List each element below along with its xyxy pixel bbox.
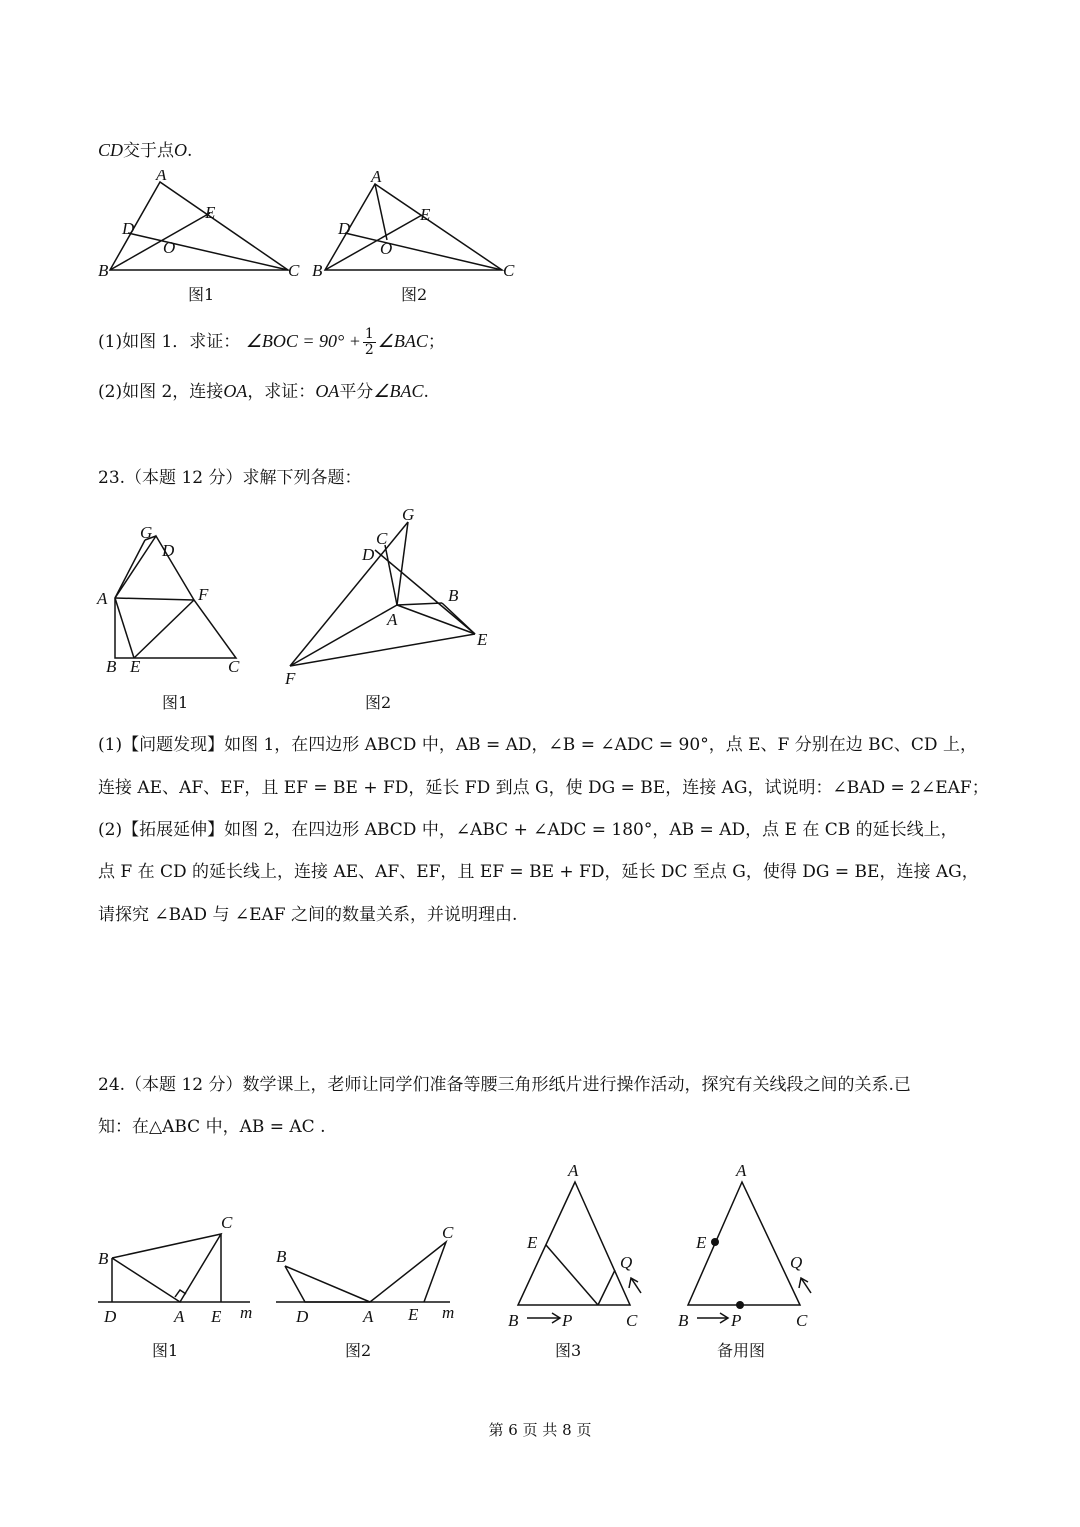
q23-figures xyxy=(90,500,510,720)
q22f1-label-d: D xyxy=(122,219,135,238)
q23-part2-line2: 点 F 在 CD 的延长线上，连接 AE、AF、EF，且 EF = BE + FD，延长 DC 至点 G，使得 DG = BE，连接 AG， xyxy=(98,862,979,882)
q24f4-label-b: B xyxy=(678,1311,689,1330)
q23f2-label-a: A xyxy=(387,610,398,629)
q24-line1: 24.（本题 12 分）数学课上，老师让同学们准备等腰三角形纸片进行操作活动，探究有关线段之间的关系.已 xyxy=(98,1075,911,1095)
q23f2-label-b: B xyxy=(448,586,459,605)
q24f2-label-e: E xyxy=(408,1305,419,1324)
q24-figure-2 xyxy=(276,1223,454,1360)
intro-o: O xyxy=(174,140,188,160)
q23f1-label-e: E xyxy=(130,657,141,676)
q24-figure-1 xyxy=(98,1213,252,1360)
q22-part2 xyxy=(98,379,429,404)
q24f1-label-b: B xyxy=(98,1249,109,1268)
q23-part1-line1: (1)【问题发现】如图 1，在四边形 ABCD 中，AB = AD，∠B = ∠ADC = 90°，点 E、F 分别在边 BC、CD 上， xyxy=(98,735,977,755)
q24-figure-3 xyxy=(508,1161,641,1360)
q22-part2-mid2: 平分 xyxy=(339,382,374,402)
q22-fig1-caption: 图1 xyxy=(188,285,215,304)
intro-cd: CD xyxy=(98,140,124,160)
point-e-marker xyxy=(711,1238,719,1246)
frac-numerator: 1 xyxy=(364,326,374,342)
q22f2-label-b: B xyxy=(312,261,323,280)
q24f1-label-a: A xyxy=(174,1307,185,1326)
q22f1-label-o: O xyxy=(163,238,176,257)
q22f2-label-c: C xyxy=(503,261,515,280)
q24f1-label-d: D xyxy=(104,1307,117,1326)
q22f1-label-a: A xyxy=(156,170,167,184)
q24f4-label-p: P xyxy=(731,1311,742,1330)
q24f2-label-c: C xyxy=(442,1223,454,1242)
q22-figure-2 xyxy=(312,170,515,304)
q24f3-label-c: C xyxy=(626,1311,638,1330)
q24-figures xyxy=(90,1150,820,1370)
q22-fig2-caption: 图2 xyxy=(401,285,428,304)
q22-part1-fraction xyxy=(363,327,376,358)
q22-part1-expr-a: ∠BOC = 90° + xyxy=(245,331,361,351)
q22f2-label-e: E xyxy=(420,205,431,224)
q22f2-label-o: O xyxy=(380,239,393,258)
q24-line2: 知：在△ABC 中，AB = AC . xyxy=(98,1117,326,1137)
q24-fig4-caption: 备用图 xyxy=(717,1341,766,1360)
q23-figure-2 xyxy=(284,505,488,712)
q24f1-label-c: C xyxy=(221,1213,233,1232)
q23f2-label-g: G xyxy=(402,505,415,524)
q22-part1-prefix: (1)如图 1．求证： xyxy=(98,332,241,352)
q22-figures xyxy=(90,170,530,310)
intro-text: 交于点 xyxy=(123,141,175,161)
q23f1-label-d: D xyxy=(162,541,175,560)
q24f1-label-e: E xyxy=(211,1307,222,1326)
q22f1-label-b: B xyxy=(98,261,109,280)
q22f2-label-d: D xyxy=(338,219,351,238)
q22f1-label-e: E xyxy=(205,203,216,222)
q24f4-label-q: Q xyxy=(790,1253,803,1272)
q23f2-label-d: D xyxy=(362,545,375,564)
q24f4-label-a: A xyxy=(736,1161,747,1180)
q24f2-label-d: D xyxy=(296,1307,309,1326)
q24f1-label-m: m xyxy=(240,1303,253,1322)
q24f2-label-b: B xyxy=(276,1247,287,1266)
frac-denominator: 2 xyxy=(364,342,374,358)
q24-fig3-caption: 图3 xyxy=(555,1341,582,1360)
intro-line xyxy=(98,138,192,163)
q23f1-label-f: F xyxy=(198,585,209,604)
intro-end: . xyxy=(187,141,193,161)
q24f3-label-p: P xyxy=(562,1311,573,1330)
q23f2-label-f: F xyxy=(285,669,296,688)
q24f3-label-e: E xyxy=(527,1233,538,1252)
q22-part2-prefix: (2)如图 2，连接 xyxy=(98,382,224,402)
q23-part1-line2: 连接 AE、AF、EF，且 EF = BE + FD，延长 FD 到点 G，使 DG = BE，连接 AG，试说明：∠BAD = 2∠EAF； xyxy=(98,778,989,798)
q24f4-label-c: C xyxy=(796,1311,808,1330)
q22-part2-mid: ，求证： xyxy=(247,382,316,402)
q22-part1-expr-b: ∠BAC xyxy=(377,331,428,351)
q23f2-label-c: C xyxy=(376,529,388,548)
q22-part2-end: . xyxy=(423,382,429,402)
q22-part1-end: ； xyxy=(427,332,445,352)
q24f2-label-a: A xyxy=(363,1307,374,1326)
q23f1-label-g: G xyxy=(140,523,153,542)
q24-fig1-caption: 图1 xyxy=(152,1341,179,1360)
q23-part2-line3: 请探究 ∠BAD 与 ∠EAF 之间的数量关系，并说明理由. xyxy=(98,905,518,925)
q23f1-label-c: C xyxy=(228,657,240,676)
q23-fig1-caption: 图1 xyxy=(162,693,189,712)
q23-part2-line1: (2)【拓展延伸】如图 2，在四边形 ABCD 中，∠ABC + ∠ADC = 180°，AB = AD，点 E 在 CB 的延长线上， xyxy=(98,820,958,840)
q23-heading: 23.（本题 12 分）求解下列各题： xyxy=(98,468,362,488)
q24f2-label-m: m xyxy=(442,1303,455,1322)
q24f3-label-a: A xyxy=(568,1161,579,1180)
q24f3-label-q: Q xyxy=(620,1253,633,1272)
q22-figure-1 xyxy=(98,170,300,304)
q24f3-label-b: B xyxy=(508,1311,519,1330)
q22-part1 xyxy=(98,324,445,359)
q23f2-label-e: E xyxy=(477,630,488,649)
q24f4-label-e: E xyxy=(696,1233,707,1252)
q22f2-label-a: A xyxy=(371,170,382,186)
q23-fig2-caption: 图2 xyxy=(365,693,392,712)
page-footer: 第 6 页 共 8 页 xyxy=(488,1421,592,1439)
q23f1-label-b: B xyxy=(106,657,117,676)
q23f1-label-a: A xyxy=(97,589,108,608)
q22-part2-angle: ∠BAC xyxy=(373,381,424,401)
point-p-marker xyxy=(736,1301,744,1309)
q22-part2-oa2: OA xyxy=(315,381,340,401)
q24-fig2-caption: 图2 xyxy=(345,1341,372,1360)
q22f1-label-c: C xyxy=(288,261,300,280)
q24-figure-4 xyxy=(678,1161,811,1360)
q23-figure-1 xyxy=(96,523,240,712)
q22-part2-oa: OA xyxy=(223,381,248,401)
